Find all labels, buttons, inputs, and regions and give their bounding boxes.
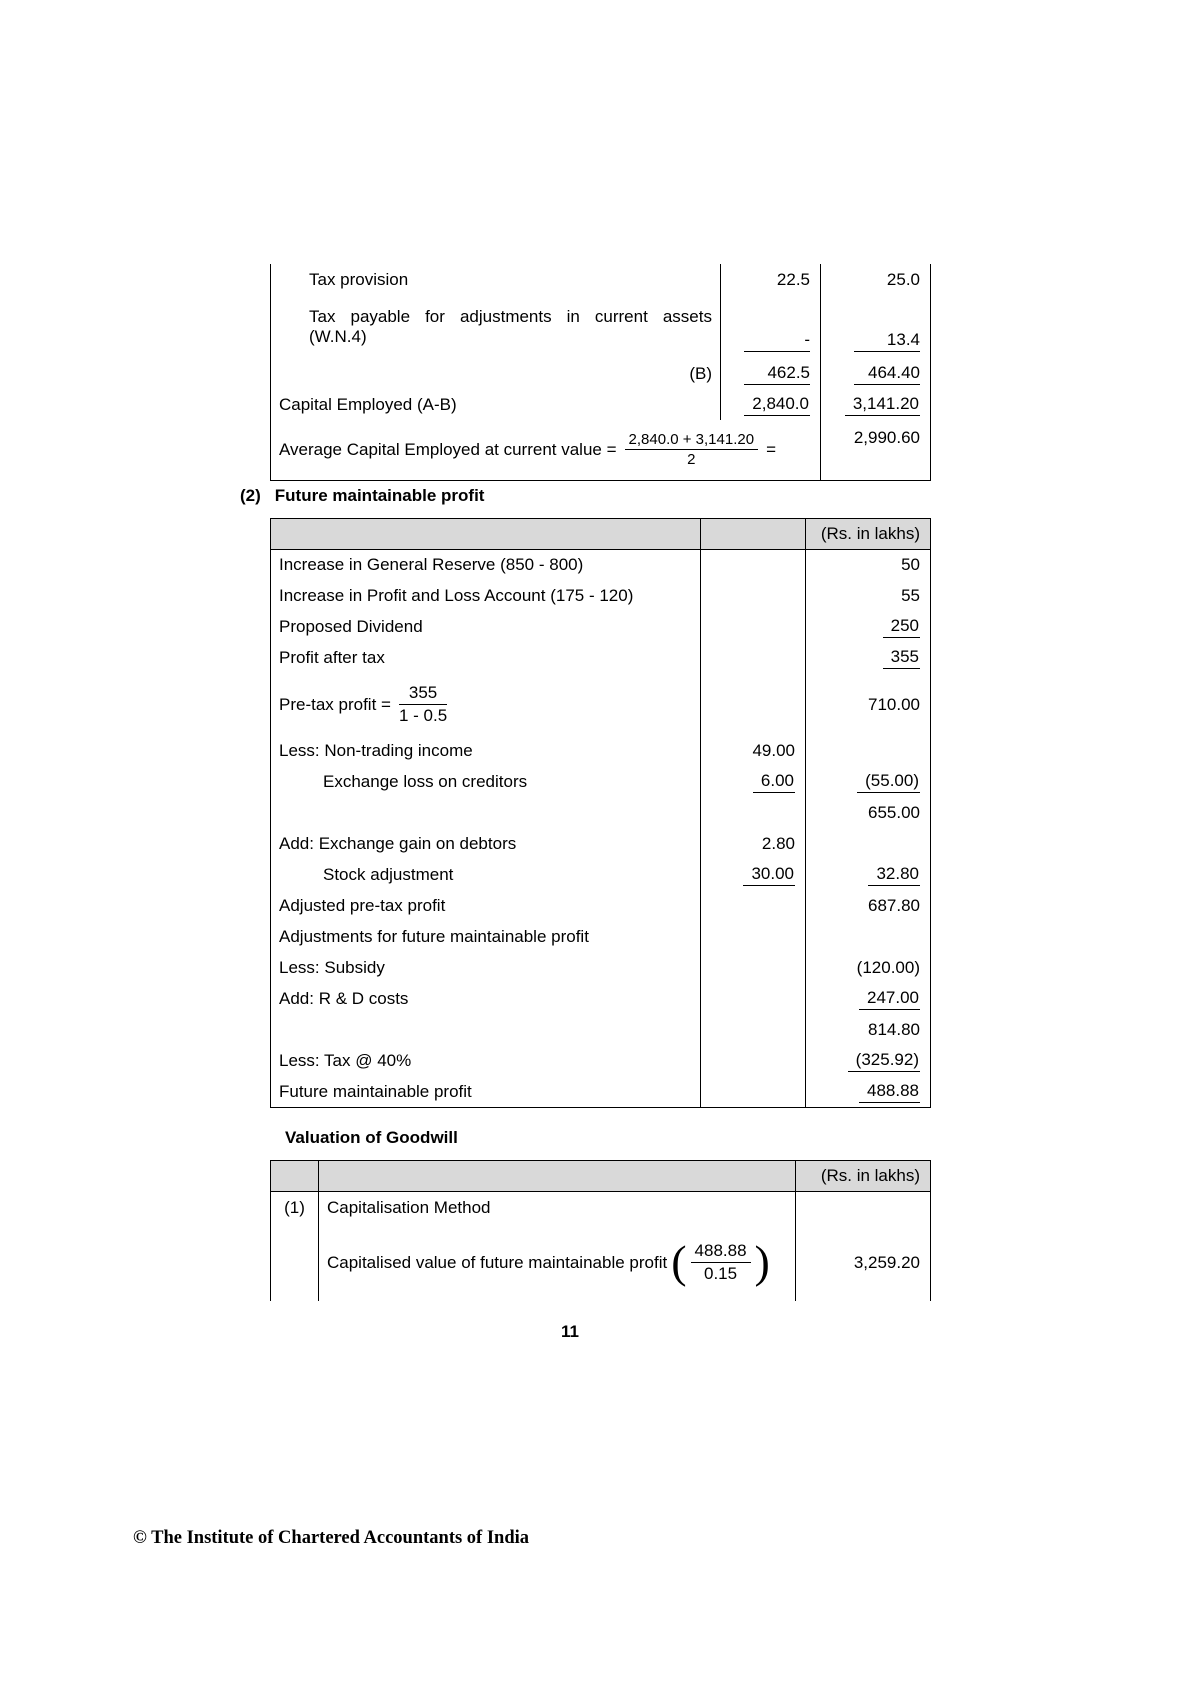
table-row bbox=[271, 767, 931, 798]
section-heading-valuation-of-goodwill bbox=[285, 1128, 458, 1148]
valuation-of-goodwill-table bbox=[270, 1160, 931, 1301]
fraction-capitalised-value: $\frac{488.88}{0.15}$ bbox=[691, 1241, 751, 1284]
header-cell-blank bbox=[701, 519, 806, 550]
cell-amount1 bbox=[701, 798, 806, 829]
table-header-row bbox=[271, 1161, 931, 1192]
cell-amount2: 814.80 bbox=[806, 1015, 931, 1046]
cell-value-prev: 22.5 bbox=[721, 264, 821, 296]
cell-amount1 bbox=[701, 643, 806, 674]
table-row bbox=[271, 612, 931, 643]
cell-value-curr: 13.4 bbox=[821, 296, 931, 358]
cell-amount1 bbox=[701, 1015, 806, 1046]
header-cell-blank bbox=[271, 519, 701, 550]
cell-amount2: 55 bbox=[806, 581, 931, 612]
table-row bbox=[271, 264, 931, 296]
cell-label: Add: R & D costs bbox=[279, 989, 409, 1008]
table-row-pretax-profit bbox=[271, 674, 931, 736]
cell-value-curr: 2,990.60 bbox=[821, 420, 931, 480]
cell-label: Capital Employed (A-B) bbox=[279, 394, 457, 414]
table-row bbox=[271, 358, 931, 389]
table-row bbox=[271, 1077, 931, 1108]
cell-amount1: 2.80 bbox=[701, 829, 806, 860]
header-cell-blank bbox=[319, 1161, 796, 1192]
section-heading-future-maintainable-profit bbox=[240, 486, 484, 506]
cell-label: Average Capital Employed at current value = $\frac{2,840.0 + 3,141.20}{2}$ = bbox=[279, 431, 776, 469]
section-number: (2) bbox=[240, 486, 261, 505]
cell-label: Less: Tax @ 40% bbox=[279, 1051, 412, 1070]
table-row bbox=[271, 296, 931, 358]
cell-label: Future maintainable profit bbox=[279, 1081, 472, 1101]
cell-amount2 bbox=[806, 736, 931, 767]
cell-number bbox=[271, 1225, 319, 1301]
cell-label: Profit after tax bbox=[279, 648, 385, 667]
table-row bbox=[271, 581, 931, 612]
cell-amount2: 710.00 bbox=[806, 674, 931, 736]
cell-amount1 bbox=[701, 550, 806, 581]
page-number: 11 bbox=[561, 1322, 579, 1341]
cell-amount2: 50 bbox=[806, 550, 931, 581]
cell-amount1 bbox=[701, 891, 806, 922]
cell-label: Adjusted pre-tax profit bbox=[279, 896, 446, 915]
cell-value-prev: - bbox=[721, 296, 821, 358]
cell-value-curr: 25.0 bbox=[821, 264, 931, 296]
table-row bbox=[271, 798, 931, 829]
cell-value-curr: 3,141.20 bbox=[821, 389, 931, 420]
header-cell-unit: (Rs. in lakhs) bbox=[806, 519, 931, 550]
cell-amount2 bbox=[806, 829, 931, 860]
cell-amount2: (55.00) bbox=[806, 767, 931, 798]
table-row bbox=[271, 1192, 931, 1225]
cell-label: Adjustments for future maintainable profit bbox=[279, 927, 589, 946]
cell-label: (B) bbox=[689, 363, 712, 383]
table-row bbox=[271, 1225, 931, 1301]
cell-label: Increase in Profit and Loss Account (175 - 120) bbox=[279, 586, 634, 605]
cell-amount1 bbox=[701, 1046, 806, 1077]
table-row bbox=[271, 550, 931, 581]
future-maintainable-profit-table bbox=[270, 518, 931, 1108]
table-row bbox=[271, 1046, 931, 1077]
table-row bbox=[271, 829, 931, 860]
fraction-average-capital: $\frac{2,840.0 + 3,141.20}{2}$ bbox=[625, 431, 759, 468]
page-footer-copyright: © The Institute of Chartered Accountants of India bbox=[133, 1528, 530, 1548]
capital-employed-table bbox=[270, 264, 931, 481]
cell-label: Add: Exchange gain on debtors bbox=[279, 834, 517, 853]
cell-amount1: 49.00 bbox=[701, 736, 806, 767]
table-row bbox=[271, 922, 931, 953]
cell-amount2: 32.80 bbox=[806, 860, 931, 891]
table-row bbox=[271, 420, 931, 480]
cell-label bbox=[271, 1015, 701, 1046]
cell-amount2: 687.80 bbox=[806, 891, 931, 922]
cell-label: Proposed Dividend bbox=[279, 617, 423, 636]
section-title: Valuation of Goodwill bbox=[285, 1128, 458, 1147]
header-cell-unit: (Rs. in lakhs) bbox=[796, 1161, 931, 1192]
cell-amount1: 6.00 bbox=[701, 767, 806, 798]
cell-amount1 bbox=[701, 581, 806, 612]
table-row bbox=[271, 643, 931, 674]
cell-amount2: (325.92) bbox=[806, 1046, 931, 1077]
cell-label: Tax provision bbox=[309, 270, 409, 289]
table-row bbox=[271, 953, 931, 984]
cell-label bbox=[271, 798, 701, 829]
cell-amount1 bbox=[701, 984, 806, 1015]
cell-amount1 bbox=[701, 612, 806, 643]
cell-amount2: 250 bbox=[806, 612, 931, 643]
table-row bbox=[271, 1015, 931, 1046]
cell-amount2: 488.88 bbox=[806, 1077, 931, 1108]
equals-sign: = bbox=[766, 439, 776, 459]
fraction-pretax-profit: $\frac{355}{1 - 0.5}$ bbox=[398, 683, 448, 725]
table-row bbox=[271, 736, 931, 767]
cell-label: Stock adjustment bbox=[323, 865, 454, 884]
cell-amount2: 355 bbox=[806, 643, 931, 674]
section-title: Future maintainable profit bbox=[274, 486, 485, 505]
cell-amount1 bbox=[701, 953, 806, 984]
cell-value-prev: 462.5 bbox=[721, 358, 821, 389]
cell-amount2: 655.00 bbox=[806, 798, 931, 829]
header-cell-blank bbox=[271, 1161, 319, 1192]
cell-label: Exchange loss on creditors bbox=[323, 772, 528, 791]
cell-amount1: 30.00 bbox=[701, 860, 806, 891]
cell-amount2: (120.00) bbox=[806, 953, 931, 984]
table-row bbox=[271, 860, 931, 891]
table-row bbox=[271, 389, 931, 420]
cell-value: 3,259.20 bbox=[796, 1225, 931, 1301]
cell-label: Less: Non-trading income bbox=[279, 741, 473, 760]
cell-amount1 bbox=[701, 1077, 806, 1108]
cell-amount1 bbox=[701, 674, 806, 736]
table-row bbox=[271, 891, 931, 922]
table-header-row bbox=[271, 519, 931, 550]
cell-value-curr: 464.40 bbox=[821, 358, 931, 389]
cell-amount1 bbox=[701, 922, 806, 953]
cell-value bbox=[796, 1192, 931, 1225]
cell-label: Pre-tax profit = $\frac{355}{1 - 0.5}$ bbox=[279, 683, 448, 725]
cell-value-prev: 2,840.0 bbox=[721, 389, 821, 420]
cell-label: Less: Subsidy bbox=[279, 958, 385, 977]
table-row bbox=[271, 984, 931, 1015]
cell-number: (1) bbox=[284, 1198, 305, 1218]
cell-label: Capitalisation Method bbox=[319, 1192, 796, 1225]
cell-amount2 bbox=[806, 922, 931, 953]
cell-label: Capitalised value of future maintainable profit ( $\frac{488.88}{0.15}$ ) bbox=[319, 1225, 796, 1301]
cell-label: Tax payable for adjustments in current assets (W.N.4) bbox=[309, 307, 712, 346]
cell-amount2: 247.00 bbox=[806, 984, 931, 1015]
cell-label: Increase in General Reserve (850 - 800) bbox=[279, 555, 584, 575]
